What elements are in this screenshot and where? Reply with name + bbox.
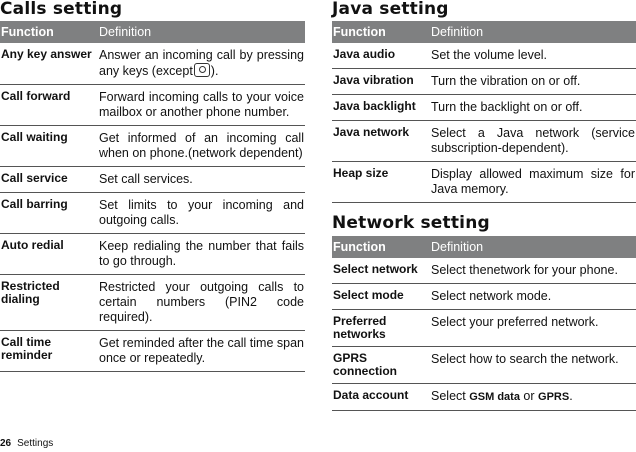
definition-text: . <box>569 389 573 403</box>
function-name: Select mode <box>332 284 430 310</box>
page-footer <box>0 438 53 449</box>
function-definition: Select a Java network (service subscription-dependent). <box>430 121 636 162</box>
calls-setting-title: Calls setting <box>0 0 123 19</box>
function-name: Preferred networks <box>332 310 430 347</box>
function-definition: Restricted your outgoing calls to certain numbers (PIN2 code required). <box>98 275 305 331</box>
table-header <box>332 236 636 258</box>
table-row <box>0 126 305 167</box>
table-row <box>0 234 305 275</box>
function-name: Select network <box>332 258 430 284</box>
function-name: Call barring <box>0 193 98 234</box>
table-row <box>0 275 305 331</box>
table-row <box>332 258 636 284</box>
function-definition: Select thenetwork for your phone. <box>430 258 636 284</box>
function-name: Java network <box>332 121 430 162</box>
gsm-data-option: GSM data <box>469 391 520 403</box>
function-definition: Select how to search the network. <box>430 347 636 384</box>
function-definition: Set call services. <box>98 167 305 193</box>
table-header <box>332 21 636 43</box>
function-definition: Display allowed maximum size for Java memory. <box>430 162 636 203</box>
function-definition: Keep redialing the number that fails to go through. <box>98 234 305 275</box>
java-setting-section <box>332 0 636 411</box>
table-row <box>332 69 636 95</box>
function-name: Call service <box>0 167 98 193</box>
table-header <box>0 21 305 43</box>
calls-setting-table <box>0 21 305 372</box>
function-name: Heap size <box>332 162 430 203</box>
table-row <box>332 384 636 411</box>
function-name: Data account <box>332 384 430 411</box>
function-definition: Select network mode. <box>430 284 636 310</box>
table-row <box>332 310 636 347</box>
function-name: GPRS connection <box>332 347 430 384</box>
function-definition: Get informed of an incoming call when on phone.(network dependent) <box>98 126 305 167</box>
table-row <box>0 193 305 234</box>
network-setting-title: Network setting <box>332 213 490 233</box>
function-name: Auto redial <box>0 234 98 275</box>
calls-setting-section <box>0 0 305 372</box>
table-row <box>332 347 636 384</box>
table-row <box>332 43 636 69</box>
table-row <box>0 43 305 85</box>
table-row <box>332 162 636 203</box>
function-header: Function <box>332 236 430 258</box>
section-name: Settings <box>17 438 54 449</box>
page-number: 26 <box>0 438 12 449</box>
function-name: Restricted dialing <box>0 275 98 331</box>
function-header: Function <box>0 21 98 43</box>
function-name: Java backlight <box>332 95 430 121</box>
definition-text: Select <box>431 389 470 403</box>
gprs-option: GPRS <box>538 391 570 403</box>
definition-header: Definition <box>98 21 305 43</box>
end-key-icon <box>194 63 210 77</box>
function-name: Call time reminder <box>0 331 98 372</box>
function-name: Call waiting <box>0 126 98 167</box>
function-name: Java vibration <box>332 69 430 95</box>
network-setting-table <box>332 236 636 411</box>
function-name: Any key answer <box>0 43 98 85</box>
function-definition <box>430 384 636 411</box>
function-name: Java audio <box>332 43 430 69</box>
function-header: Function <box>332 21 430 43</box>
function-definition: Select your preferred network. <box>430 310 636 347</box>
table-row <box>0 85 305 126</box>
definition-text: or <box>519 389 539 403</box>
function-name: Call forward <box>0 85 98 126</box>
function-definition: Set limits to your incoming and outgoing calls. <box>98 193 305 234</box>
definition-text: ). <box>210 64 219 78</box>
definition-header: Definition <box>430 21 636 43</box>
definition-text: Answer an incoming call by pressing any keys (except <box>99 48 304 78</box>
table-row <box>0 167 305 193</box>
table-row <box>0 331 305 372</box>
function-definition: Set the volume level. <box>430 43 636 69</box>
java-setting-table <box>332 21 636 203</box>
function-definition: Turn the vibration on or off. <box>430 69 636 95</box>
function-definition: Turn the backlight on or off. <box>430 95 636 121</box>
table-row <box>332 95 636 121</box>
java-setting-title: Java setting <box>332 0 449 19</box>
function-definition: Get reminded after the call time span once or repeatedly. <box>98 331 305 372</box>
function-definition: Forward incoming calls to your voice mailbox or another phone number. <box>98 85 305 126</box>
function-definition <box>98 43 305 85</box>
table-row <box>332 284 636 310</box>
table-row <box>332 121 636 162</box>
definition-header: Definition <box>430 236 636 258</box>
